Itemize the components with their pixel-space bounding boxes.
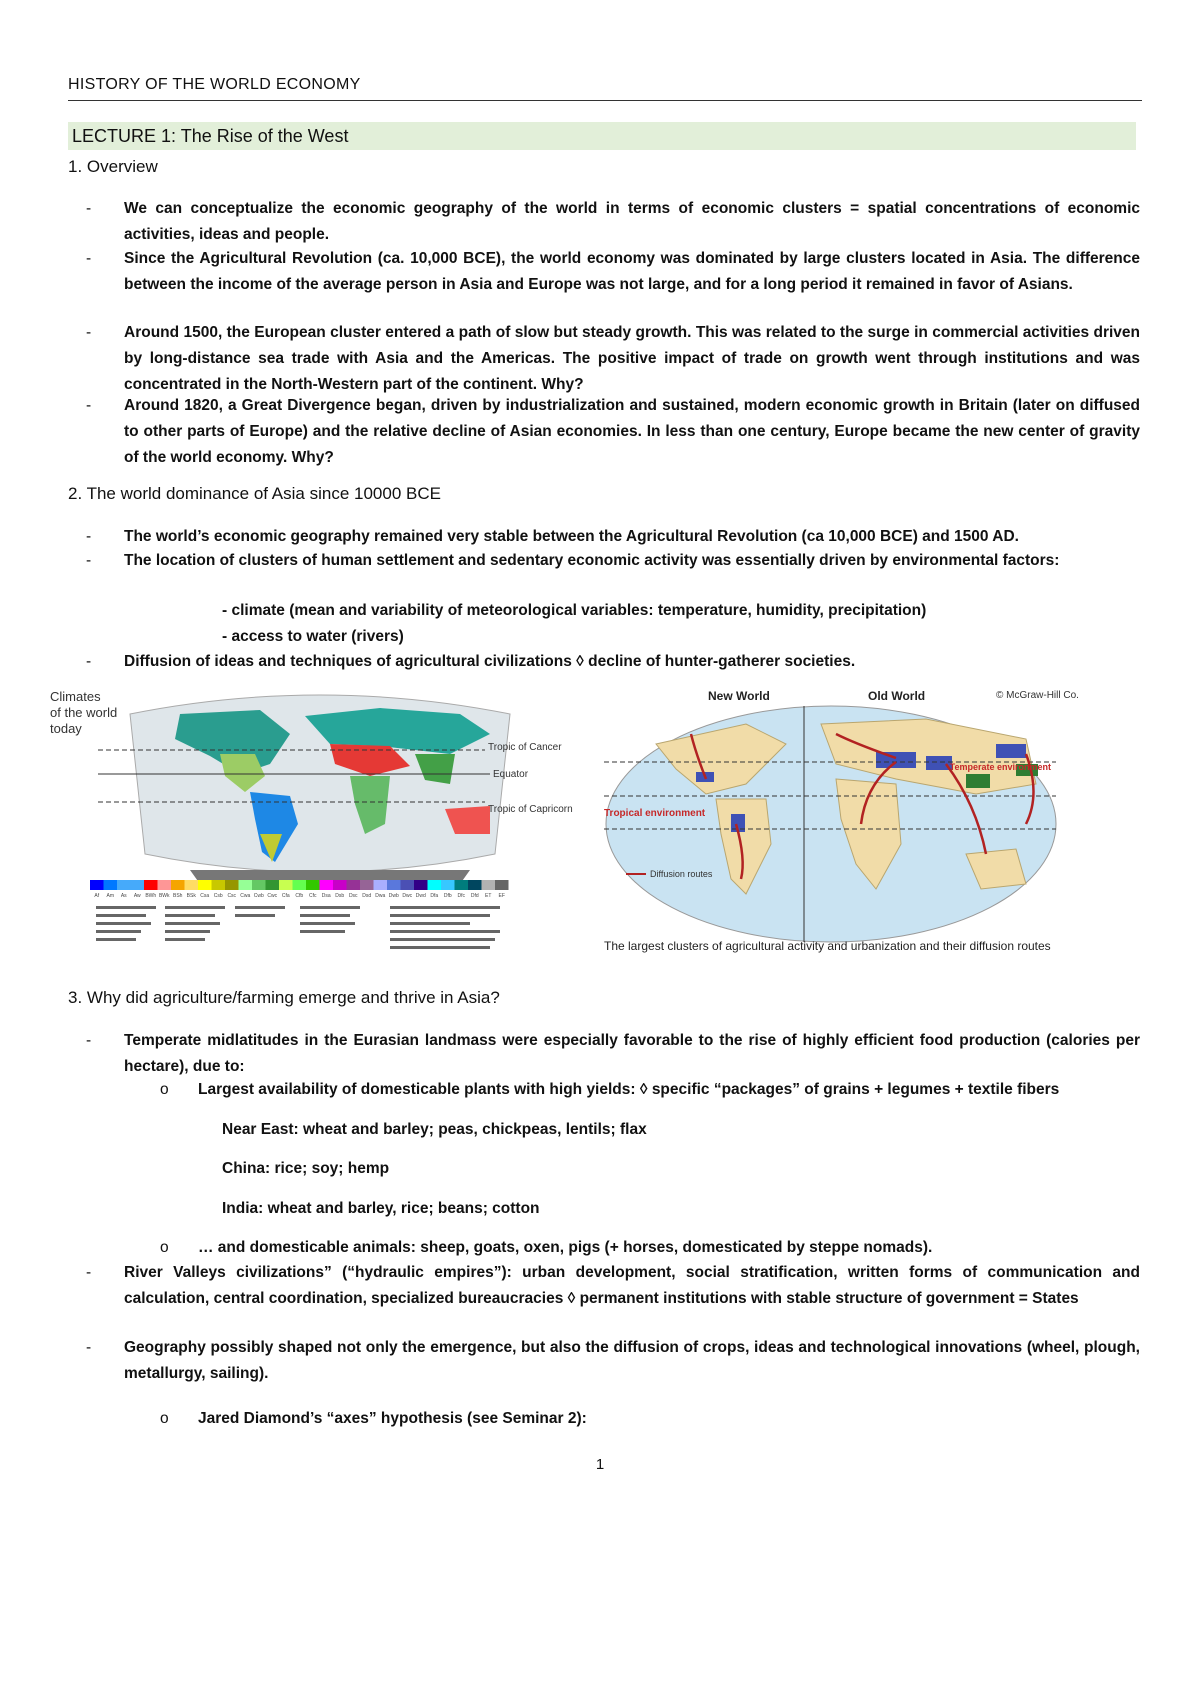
bullet-text: Around 1820, a Great Divergence began, driven by industrialization and sustained, modern economic growth in Britain (later on diffused to other parts of Europe) and the relative decline of Asian economies. In less than one century, Europe became the new center of gravity of the world economy. Why? — [124, 397, 1140, 466]
legend-swatch — [239, 880, 253, 890]
climate-legend — [90, 880, 509, 899]
label-diffusion-routes: Diffusion routes — [650, 869, 713, 879]
legend-swatch — [266, 880, 280, 890]
page-number: 1 — [595, 1456, 605, 1473]
legend-code: Cfa — [281, 893, 290, 899]
legend-code: EF — [498, 893, 505, 899]
legend-swatch — [198, 880, 212, 890]
list-item — [86, 320, 1140, 398]
bullet-text: Temperate midlatitudes in the Eurasian landmass were especially favorable to the rise of highly efficient food production (calories per hectare), due to: — [124, 1032, 1140, 1075]
list-item — [86, 1028, 1140, 1080]
bullet-dash: - — [86, 1032, 92, 1049]
legend-code: Dfa — [430, 893, 439, 899]
sub-bullet-text: Jared Diamond’s “axes” hypothesis (see Seminar 2): — [198, 1410, 587, 1427]
bullet-text: We can conceptualize the economic geography of the world in terms of economic clusters = spatial concentrations of economic activities, ideas and people. — [124, 200, 1140, 243]
legend-swatch — [158, 880, 172, 890]
label-old-world: Old World — [868, 689, 926, 703]
legend-code: As — [120, 893, 127, 899]
legend-swatch — [360, 880, 374, 890]
legend-swatch — [293, 880, 307, 890]
sub-list-item — [160, 1235, 1140, 1261]
sub-list-item — [160, 1406, 1140, 1432]
legend-code: BSk — [186, 893, 196, 899]
bullet-text: Around 1500, the European cluster entered a path of slow but steady growth. This was related to the surge in commercial activities driven by long-distance sea trade with Asia and the Americas. The positive impact of trade on growth went through institutions and was concentrated in the North-Western part of the continent. Why? — [124, 324, 1140, 393]
climate-map-title-2: of the world — [50, 705, 118, 720]
list-item — [86, 1260, 1140, 1312]
region-near-east: Near East: wheat and barley; peas, chickpeas, lentils; flax — [222, 1121, 647, 1138]
label-tropic-of-capricorn: Tropic of Capricorn — [488, 804, 573, 815]
bullet-dash: - — [86, 1264, 92, 1281]
legend-code: Dsb — [335, 893, 345, 899]
diffusion-map-caption: The largest clusters of agricultural activity and urbanization and their diffusion routes — [604, 939, 1051, 953]
legend-code: Dwa — [375, 893, 386, 899]
legend-swatch — [306, 880, 320, 890]
bullet-text: Since the Agricultural Revolution (ca. 10,000 BCE), the world economy was dominated by large clusters located in Asia. The difference between the income of the average person in Asia and Europe was not large, and for a long period it remained in favor of Asians. — [124, 250, 1140, 293]
sub-bullet-text: … and domesticable animals: sheep, goats, oxen, pigs (+ horses, domesticated by steppe nomads). — [198, 1239, 933, 1256]
legend-code: BWh — [145, 893, 157, 899]
bullet-dash: - — [86, 552, 92, 569]
legend-code: Dwb — [388, 893, 399, 899]
list-item — [86, 1335, 1140, 1387]
bullet-dash: - — [86, 324, 92, 341]
legend-code: Cwc — [267, 893, 278, 899]
legend-code: Cfb — [295, 893, 304, 899]
bullet-text: Geography possibly shaped not only the emergence, but also the diffusion of crops, ideas and technological innovations (wheel, plough, metallurgy, sailing). — [124, 1339, 1140, 1382]
legend-swatch — [401, 880, 415, 890]
bullet-dash: - — [86, 528, 92, 545]
sub-bullet-marker: o — [160, 1410, 169, 1427]
legend-code: BWk — [158, 893, 170, 899]
list-item — [86, 246, 1140, 298]
legend-swatch — [131, 880, 145, 890]
legend-swatch — [225, 880, 239, 890]
legend-swatch — [495, 880, 509, 890]
legend-swatch — [279, 880, 293, 890]
list-item — [86, 196, 1140, 248]
legend-code: ET — [485, 893, 492, 899]
legend-swatch — [185, 880, 199, 890]
label-equator: Equator — [493, 769, 529, 780]
legend-swatch — [347, 880, 361, 890]
legend-code: Csa — [200, 893, 210, 899]
cluster-north-china — [996, 744, 1026, 758]
factor-water: - access to water (rivers) — [222, 628, 404, 645]
legend-code: Dsa — [321, 893, 331, 899]
legend-swatch — [374, 880, 388, 890]
sub-bullet-text: Largest availability of domesticable plants with high yields: ◊ specific “packages” of grains + legumes + textile fibers — [198, 1081, 1060, 1098]
region-china: China: rice; soy; hemp — [222, 1160, 390, 1177]
legend-code: Dsc — [348, 893, 358, 899]
legend-code: Dfd — [470, 893, 479, 899]
legend-key-lines — [96, 906, 500, 949]
list-item — [86, 524, 1140, 550]
legend-swatch — [171, 880, 185, 890]
cluster-ganges — [966, 774, 990, 788]
legend-code: Csb — [213, 893, 223, 899]
copyright-text: © McGraw-Hill Co. — [996, 690, 1079, 701]
legend-code: Cwa — [240, 893, 251, 899]
legend-code: Af — [94, 893, 100, 899]
bullet-dash: - — [86, 1339, 92, 1356]
legend-code: Dwc — [402, 893, 413, 899]
legend-code: Cwb — [253, 893, 264, 899]
legend-swatch — [90, 880, 104, 890]
list-item — [86, 649, 1140, 675]
legend-swatch — [387, 880, 401, 890]
list-item — [86, 393, 1140, 471]
document-header: HISTORY OF THE WORLD ECONOMY — [68, 76, 1142, 101]
legend-code: BSh — [173, 893, 183, 899]
legend-swatch — [104, 880, 118, 890]
legend-swatch — [333, 880, 347, 890]
legend-swatch — [117, 880, 131, 890]
lecture-title: LECTURE 1: The Rise of the West — [68, 122, 1136, 150]
legend-swatch — [468, 880, 482, 890]
label-tropical-environment: Tropical environment — [604, 808, 706, 819]
legend-code: Csc — [227, 893, 237, 899]
bullet-dash: - — [86, 653, 92, 670]
legend-swatch — [144, 880, 158, 890]
label-tropic-of-cancer: Tropic of Cancer — [488, 742, 562, 753]
cluster-mesopotamia — [876, 752, 916, 768]
climate-map-title-3: today — [50, 721, 82, 736]
section-heading-asia-dominance: 2. The world dominance of Asia since 10000 BCE — [68, 484, 441, 503]
legend-code: Cfc — [309, 893, 317, 899]
legend-swatch — [482, 880, 496, 890]
sub-bullet-marker: o — [160, 1081, 169, 1098]
factor-climate: - climate (mean and variability of meteorological variables: temperature, humidity, precipitation) — [222, 602, 927, 619]
legend-swatch — [428, 880, 442, 890]
region-india: India: wheat and barley, rice; beans; cotton — [222, 1200, 540, 1217]
list-item — [86, 548, 1140, 574]
legend-code: Aw — [133, 893, 141, 899]
bullet-dash: - — [86, 250, 92, 267]
section-heading-why-asia: 3. Why did agriculture/farming emerge and thrive in Asia? — [68, 988, 500, 1007]
label-new-world: New World — [708, 689, 770, 703]
legend-code: Dsd — [362, 893, 372, 899]
bullet-dash: - — [86, 397, 92, 414]
legend-swatch — [441, 880, 455, 890]
bullet-dash: - — [86, 200, 92, 217]
legend-code: Dwd — [415, 893, 426, 899]
legend-swatch — [252, 880, 266, 890]
legend-code: Am — [106, 893, 114, 899]
legend-code: Dfc — [457, 893, 465, 899]
bullet-text: River Valleys civilizations” (“hydraulic empires”): urban development, social stratification, written forms of communication and calculation, central coordination, specialized bureaucracies ◊ permanent institutions with stable structure of government = States — [124, 1264, 1140, 1307]
legend-swatch — [212, 880, 226, 890]
legend-swatch — [320, 880, 334, 890]
bullet-text: The location of clusters of human settlement and sedentary economic activity was essentially driven by environmental factors: — [124, 552, 1060, 569]
diffusion-map-figure — [596, 684, 1156, 974]
climate-map-title-1: Climates — [50, 689, 101, 704]
legend-swatch — [414, 880, 428, 890]
sub-list-item — [160, 1077, 1140, 1103]
bullet-text: Diffusion of ideas and techniques of agricultural civilizations ◊ decline of hunter-gatherer societies. — [124, 653, 856, 670]
label-temperate-environment: Temperate environment — [949, 762, 1051, 772]
bullet-text: The world’s economic geography remained very stable between the Agricultural Revolution (ca 10,000 BCE) and 1500 AD. — [124, 528, 1019, 545]
climate-map-figure — [50, 684, 610, 974]
legend-code: Dfb — [443, 893, 452, 899]
section-heading-overview: 1. Overview — [68, 157, 158, 176]
legend-swatch — [455, 880, 469, 890]
sub-bullet-marker: o — [160, 1239, 169, 1256]
